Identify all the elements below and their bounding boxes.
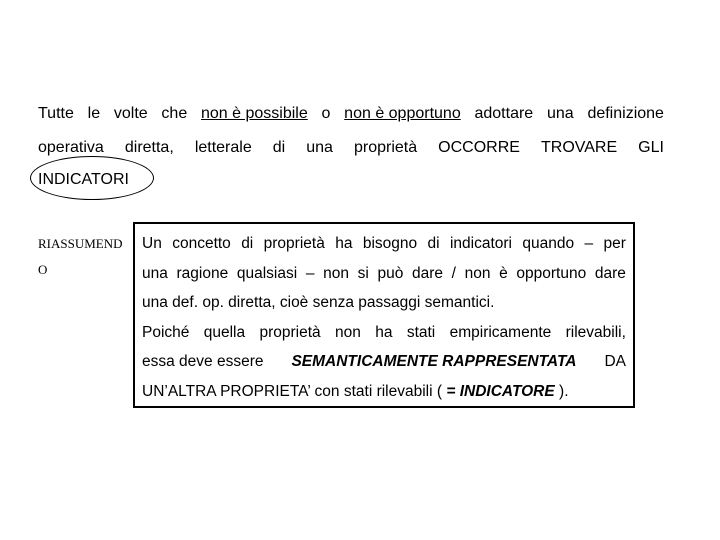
intro-line-1-word: non è opportuno (344, 105, 461, 122)
semantic-representation-emphasis: SEMANTICAMENTE RAPPRESENTATA (291, 353, 577, 370)
intro-line-2-word: diretta, (124, 139, 174, 156)
intro-line-2-word: TROVARE (540, 139, 618, 156)
summary-box (133, 222, 635, 408)
summary-line-2-word: si (357, 264, 369, 282)
highlight-oval (30, 156, 154, 200)
summary-line-3-text: una def. op. diretta, cioè senza passaggi semantici. (142, 294, 495, 311)
summary-line-4-word: proprietà (259, 323, 321, 341)
summary-line-4-word: quella (203, 323, 246, 341)
summary-line-1-word: bisogno (362, 235, 418, 252)
intro-line-1-word: una (546, 105, 574, 122)
summary-line-1-word: Un (142, 235, 162, 252)
summary-line-1-word: quando (522, 235, 575, 252)
summary-line-2-word: – (305, 264, 315, 282)
summary-line-2-word: è (499, 264, 508, 282)
indicatori-term: INDICATORI (38, 171, 129, 188)
summary-line-2 (142, 259, 626, 289)
intro-line-2-word: di (272, 139, 286, 156)
summary-line-3 (142, 288, 626, 318)
summary-line-4-word: stati (406, 323, 436, 341)
summary-line-2-word: / (451, 264, 456, 282)
intro-line-2-word: letterale (194, 139, 252, 156)
summary-line-1-word: indicatori (449, 235, 512, 252)
intro-line-2-word: OCCORRE (438, 139, 520, 156)
intro-line-1-word: volte (113, 105, 148, 122)
summary-line-2-word: può (377, 264, 404, 282)
summary-line-4-word: rilevabili, (565, 323, 626, 341)
intro-line-1-word: adottare (474, 105, 534, 122)
intro-line-1-word: le (87, 105, 101, 122)
intro-line-2-word: una (306, 139, 333, 156)
summary-line-2-word: dare (411, 264, 443, 282)
summary-line-6 (142, 377, 626, 407)
summary-line-1-word: concetto (172, 235, 231, 252)
summary-line-1-word: di (427, 235, 440, 252)
intro-line-1 (38, 104, 664, 124)
side-label: RIASSUMENDO (38, 236, 123, 277)
summary-line-2-word: ragione (176, 264, 229, 282)
summary-line-6-pre: UN’ALTRA PROPRIETA’ con stati rilevabili ( (142, 382, 443, 400)
summary-line-6-post: ). (559, 382, 569, 400)
summary-line-4 (142, 318, 626, 348)
summary-line-2-word: non (464, 264, 491, 282)
intro-line-2-word: operativa (38, 139, 104, 156)
summary-line-5 (142, 347, 626, 377)
summary-line-5-post: DA (604, 353, 626, 370)
summary-line-4-word: non (335, 323, 361, 341)
summary-line-1-word: proprietà (263, 235, 325, 252)
summary-line-2-word: qualsiasi (236, 264, 298, 282)
intro-line-1-word: che (161, 105, 188, 122)
intro-line-1-word: o (321, 105, 331, 122)
indicator-emphasis: = INDICATORE (446, 382, 555, 400)
summary-line-1-word: per (603, 235, 626, 252)
intro-line-2-word: proprietà (353, 139, 418, 156)
summary-line-2-word: una (142, 264, 168, 282)
summary-line-5-pre: essa deve essere (142, 353, 264, 370)
summary-line-2-word: non (323, 264, 349, 282)
summary-line-1-word: ha (335, 235, 353, 252)
intro-line-2 (38, 138, 664, 158)
summary-line-1-word: di (241, 235, 254, 252)
summary-line-2-word: opportuno (516, 264, 587, 282)
intro-line-2-word: GLI (638, 139, 664, 156)
intro-line-1-word: Tutte (38, 105, 74, 122)
summary-line-1 (142, 229, 626, 259)
summary-line-4-word: ha (375, 323, 393, 341)
intro-line-1-word: definizione (587, 105, 664, 122)
summary-line-1-word: – (584, 235, 594, 252)
summary-line-2-word: dare (594, 264, 626, 282)
summary-line-4-word: Poiché (142, 323, 190, 341)
summary-line-4-word: empiricamente (449, 323, 552, 341)
intro-line-1-word: non è possibile (200, 105, 308, 122)
